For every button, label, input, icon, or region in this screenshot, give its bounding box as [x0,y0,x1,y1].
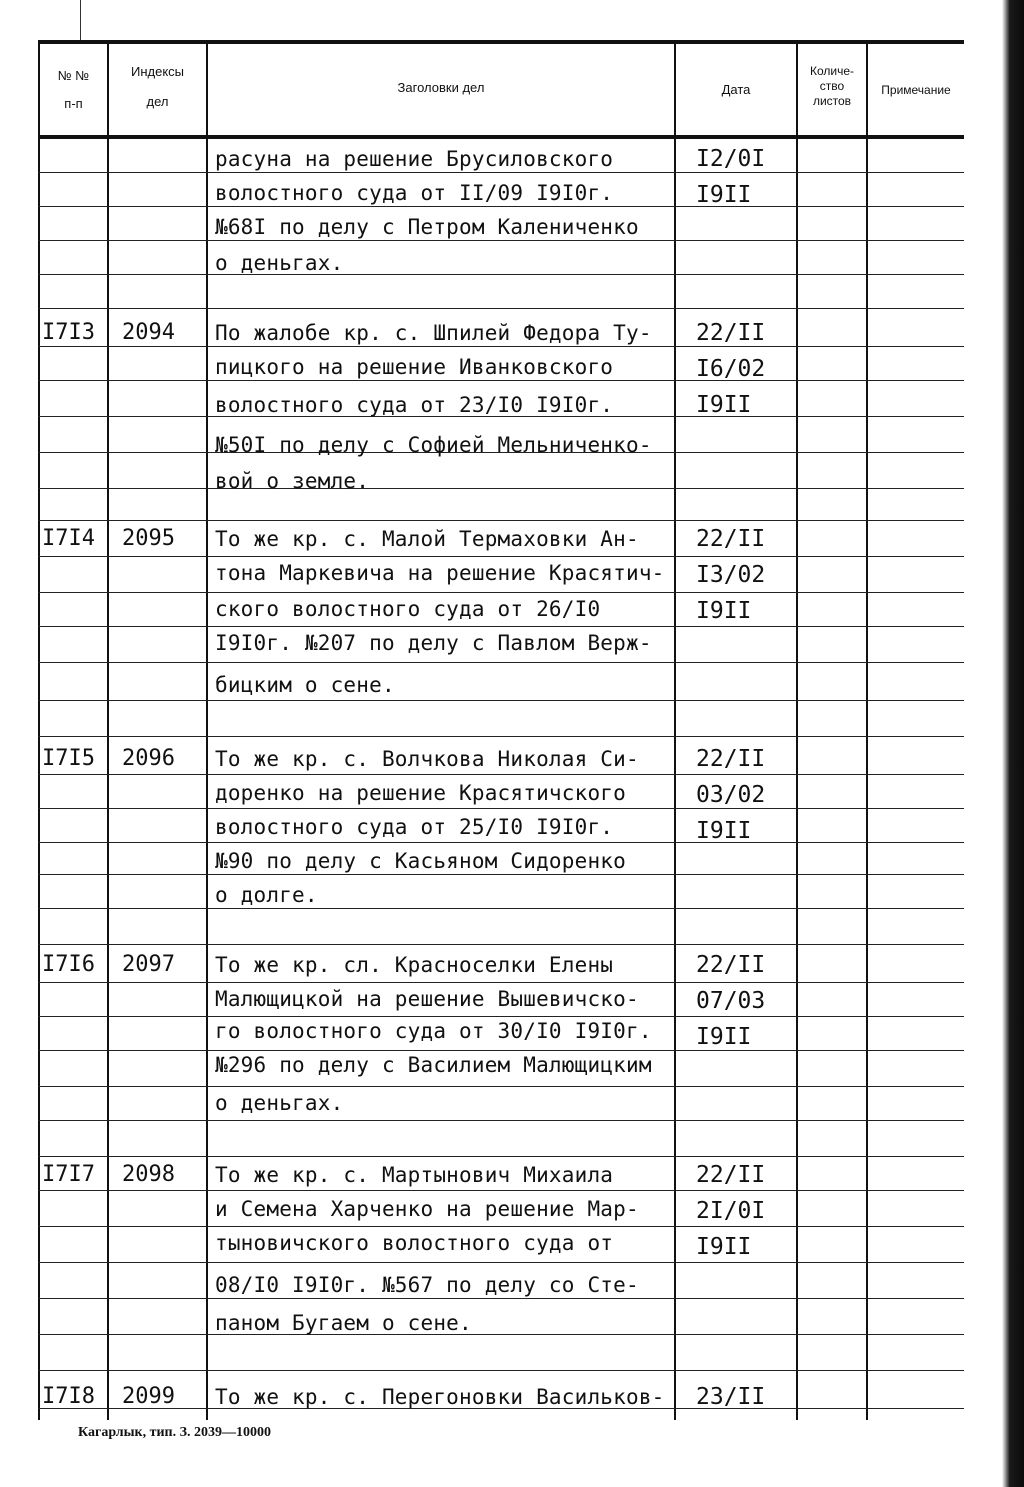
ruled-line [38,736,964,737]
row-number: I7I4 [42,526,95,551]
row-title-line: I9I0г. №207 по делу с Павлом Верж- [215,631,652,655]
row-title-line: №50I по делу с Софией Мельниченко- [215,433,652,457]
margin-stub-line [80,0,81,40]
col-rule-date [796,40,798,1420]
row-date: I9II [696,1024,752,1050]
row-title-line: тона Маркевича на решение Красятич- [215,561,665,585]
row-date: I9II [696,1234,752,1260]
ruled-line [38,274,964,275]
col-rule-num [107,40,109,1420]
row-index: 2098 [122,1162,175,1187]
ruled-line [38,1156,964,1157]
row-number: I7I8 [42,1384,95,1409]
ruled-line [38,1370,964,1371]
row-date: I6/02 [696,356,766,382]
row-index: 2097 [122,952,175,977]
row-date: 2I/0I [696,1198,766,1224]
header-date: Дата [721,82,751,97]
row-index: 2095 [122,526,175,551]
row-date: I9II [696,182,752,208]
ruled-line [38,662,964,663]
row-date: I9II [696,392,752,418]
ruled-line [38,944,964,945]
table-top-rule [38,40,964,44]
row-date: 03/02 [696,782,766,808]
row-title-line: тыновичского волостного суда от [215,1231,614,1255]
row-title-line: Малющицкой на решение Вышевичско- [215,987,639,1011]
row-date: 22/II [696,320,766,346]
ruled-line [38,1120,964,1121]
row-date: I9II [696,818,752,844]
row-title-line: То же кр. с. Малой Термаховки Ан- [215,527,639,551]
ruled-line [38,308,964,309]
row-date: I3/02 [696,562,766,588]
col-rule-count [866,40,868,1420]
row-title-line: 08/I0 I9I0г. №567 по делу со Сте- [215,1273,639,1297]
torn-page-edge [1002,0,1024,1487]
row-title-line: о долге. [215,883,318,907]
row-date: 07/03 [696,988,766,1014]
header-note: Примечание [881,83,951,97]
printer-imprint: Кагарлык, тип. З. 2039—10000 [78,1425,272,1440]
row-title-line: №90 по делу с Касьяном Сидоренко [215,849,626,873]
row-date: 22/II [696,526,766,552]
ruled-line [38,520,964,521]
ruled-line [38,1086,964,1087]
row-date: 23/II [696,1384,766,1410]
row-date: 22/II [696,746,766,772]
row-title-line: волостного суда от II/09 I9I0г. [215,181,614,205]
row-title-line: То же кр. с. Волчкова Николая Си- [215,747,639,771]
row-title-line: го волостного суда от 30/I0 I9I0г. [215,1019,652,1043]
row-number: I7I6 [42,952,95,977]
col-rule-title [674,40,676,1420]
row-title-line: паном Бугаем о сене. [215,1311,472,1335]
ruled-line [38,488,964,489]
row-title-line: и Семена Харченко на решение Мар- [215,1197,639,1221]
row-number: I7I7 [42,1162,95,1187]
header-index: Индексы дел [130,64,184,109]
row-index: 2094 [122,320,175,345]
row-date: I2/0I [696,146,766,172]
row-index: 2096 [122,746,175,771]
row-title-line: То же кр. с. Перегоновки Васильков- [215,1385,665,1409]
row-date: 22/II [696,1162,766,1188]
header-bottom-rule [38,135,964,139]
row-title-line: о деньгах. [215,251,344,275]
ruled-line [38,1334,964,1335]
row-number: I7I3 [42,320,95,345]
header-title: Заголовки дел [397,80,485,95]
row-title-line: №296 по делу с Василием Малющицким [215,1053,652,1077]
row-title-line: По жалобе кр. с. Шпилей Федора Ту- [215,321,652,345]
row-title-line: То же кр. с. Мартынович Михаила [215,1163,614,1187]
row-date: I9II [696,598,752,624]
row-title-line: доренко на решение Красятичского [215,781,626,805]
row-number: I7I5 [42,746,95,771]
row-index: 2099 [122,1384,175,1409]
header-num: № № п-п [57,68,90,111]
ruled-line [38,1262,964,1263]
ruled-line [38,700,964,701]
row-title-line: волостного суда от 25/I0 I9I0г. [215,815,614,839]
row-title-line: пицкого на решение Иванковского [215,355,614,379]
row-title-line: ского волостного суда от 26/I0 [215,597,601,621]
col-rule-index [206,40,208,1420]
row-title-line: вой о земле. [215,469,370,493]
header-count: Количе- ство листов [809,64,855,108]
row-date: 22/II [696,952,766,978]
row-title-line: расуна на решение Брусиловского [215,147,614,171]
col-rule-left [38,40,40,1420]
row-title-line: №68I по делу с Петром Калениченко [215,215,639,239]
row-title-line: То же кр. сл. Красноселки Елены [215,953,614,977]
row-title-line: о деньгах. [215,1091,344,1115]
ruled-line [38,908,964,909]
row-title-line: бицким о сене. [215,673,395,697]
row-title-line: волостного суда от 23/I0 I9I0г. [215,393,614,417]
